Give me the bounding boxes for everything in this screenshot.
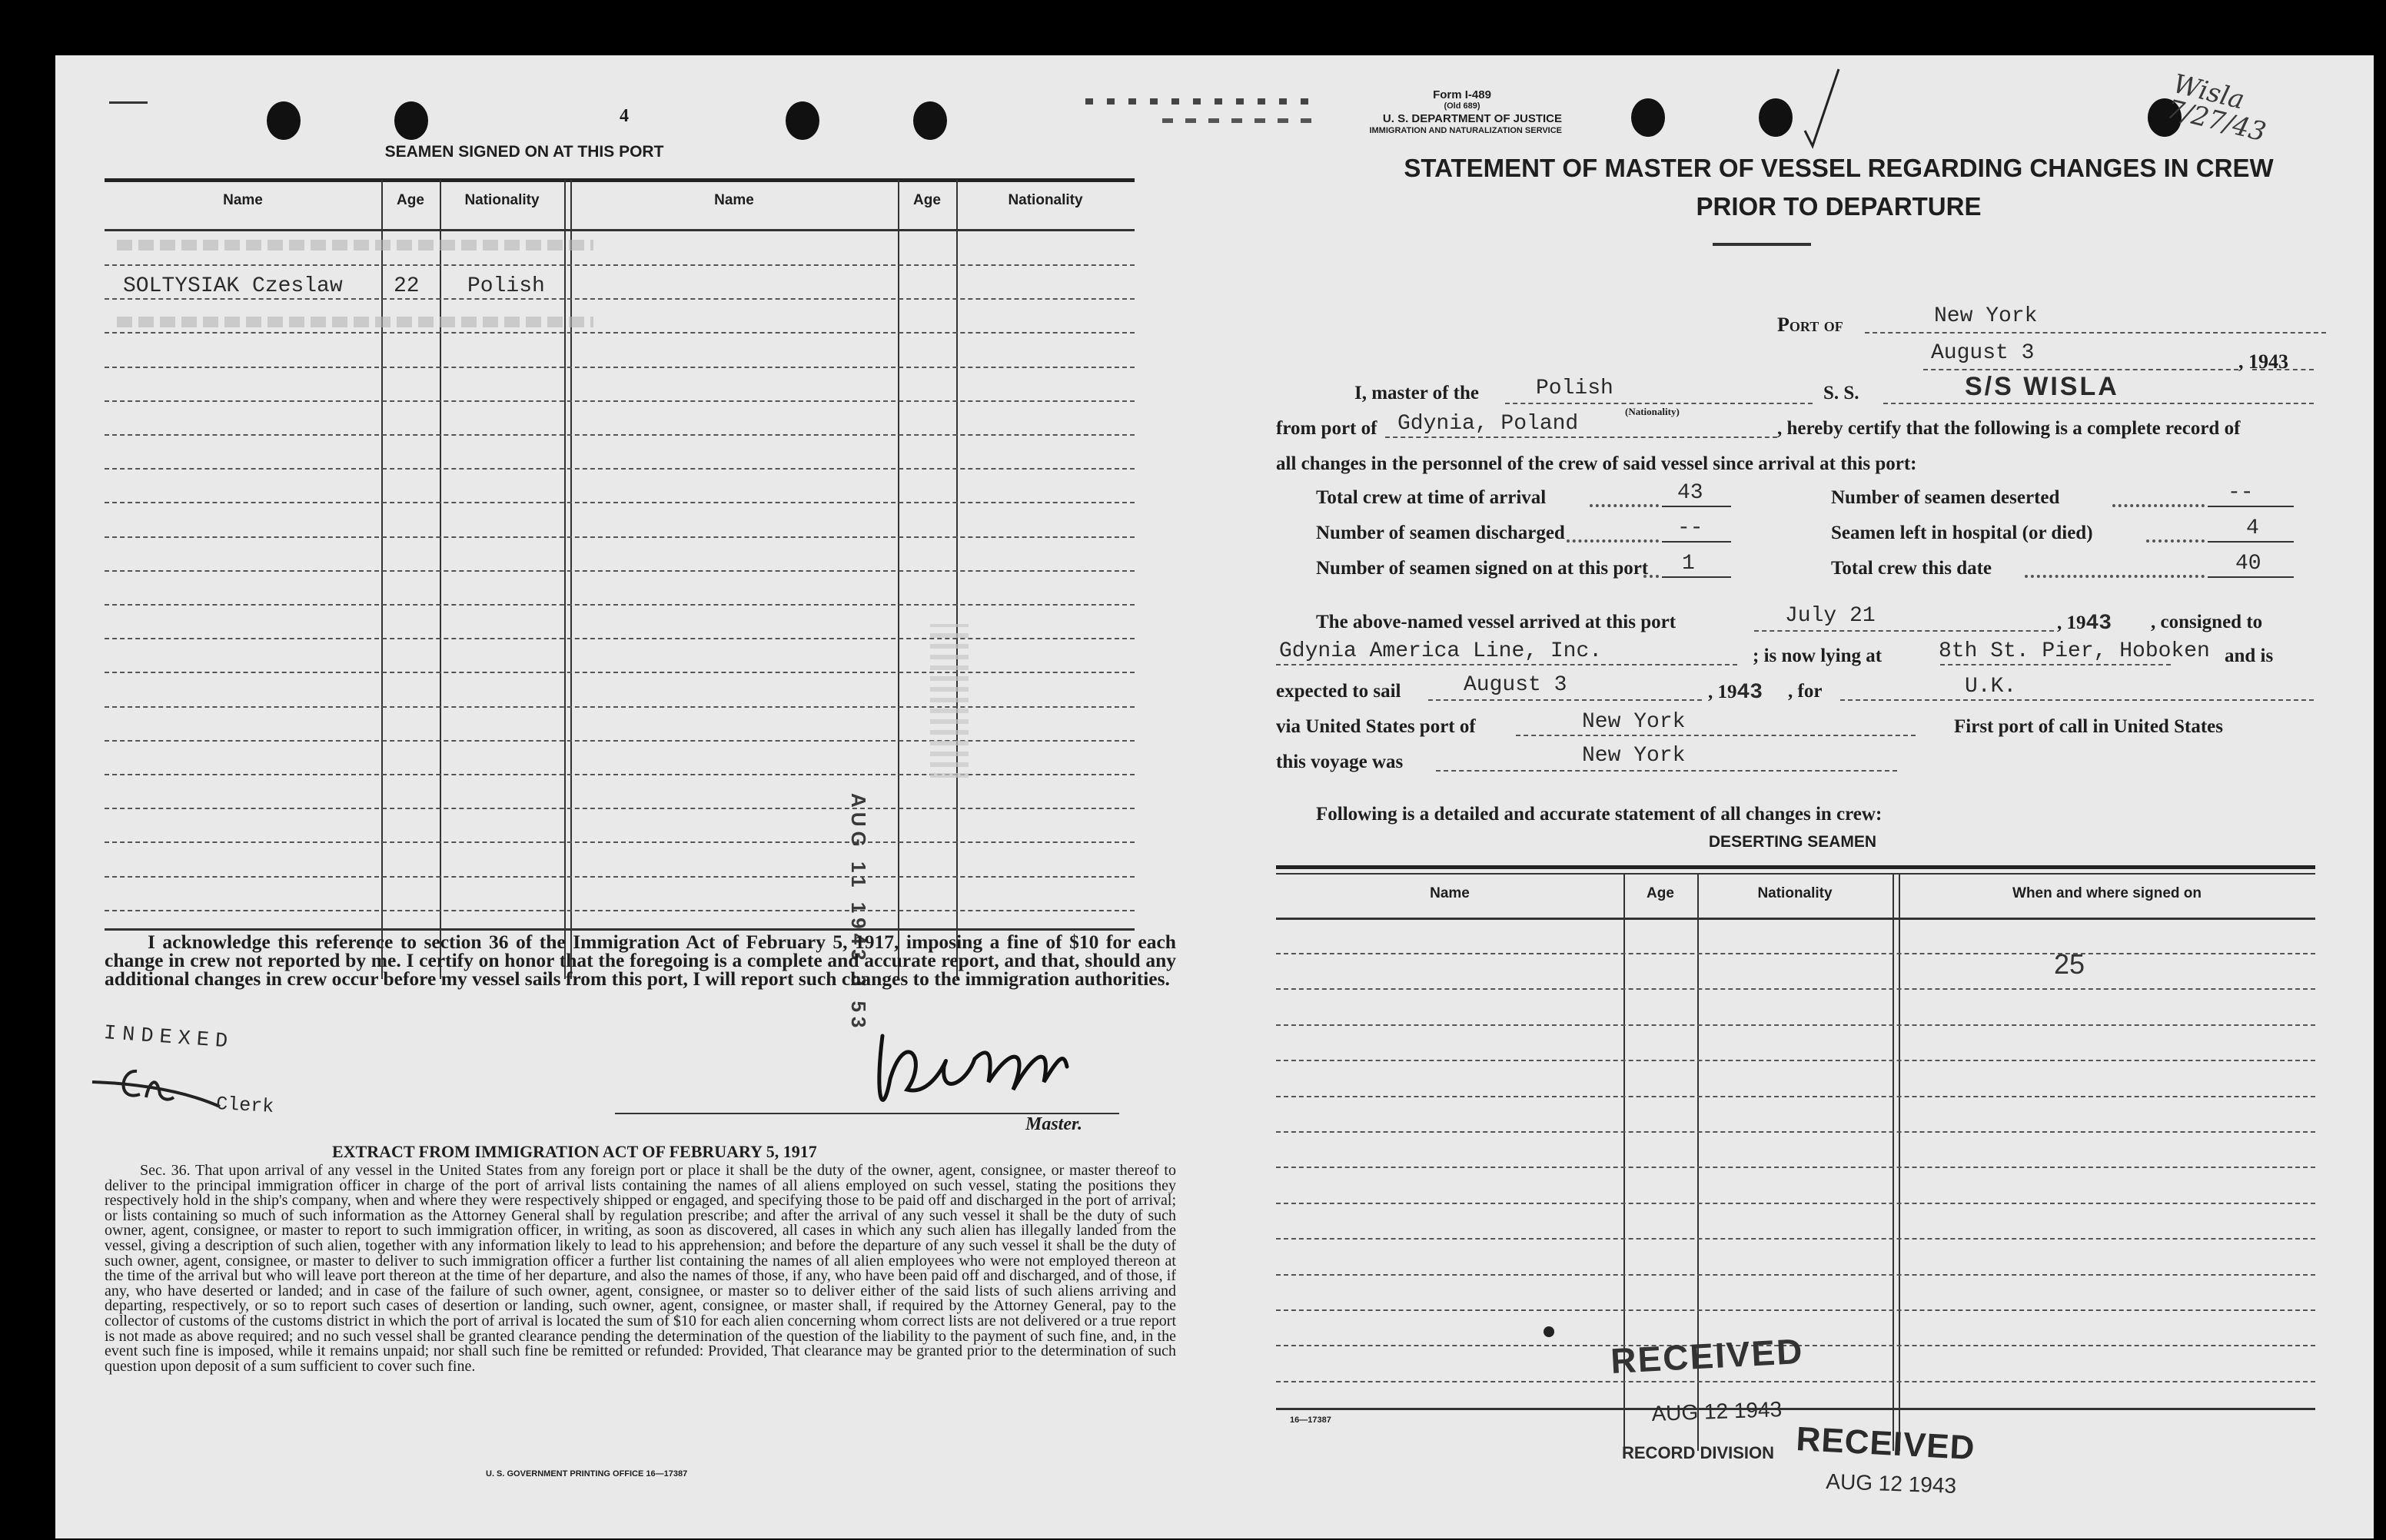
lying-label: ; is now lying at — [1753, 646, 1883, 666]
table-row-rule — [105, 774, 1135, 775]
leader-dots — [2112, 504, 2205, 507]
table-row-rule — [105, 400, 1135, 402]
table-row-rule — [1276, 1381, 2315, 1382]
ink-dot — [1544, 1326, 1554, 1337]
form-old-number: (Old 689) — [1444, 101, 1480, 111]
discharged-value: -- — [1677, 516, 1703, 540]
table-row-rule — [1276, 1238, 2315, 1240]
form-footer: 16—17387 — [1290, 1416, 1331, 1425]
consignee-value: Gdynia America Line, Inc. — [1279, 639, 1603, 663]
table-row-rule — [105, 536, 1135, 538]
value-line — [1662, 541, 1731, 543]
voyage-line — [1436, 770, 1897, 772]
statement-subtitle: PRIOR TO DEPARTURE — [1696, 192, 1982, 221]
form-number — [1362, 89, 1562, 112]
left-table-title: SEAMEN SIGNED ON AT THIS PORT — [384, 143, 664, 161]
all-changes-text: all changes in the personnel of the crew of said vessel since arrival at this port: — [1276, 453, 1917, 474]
table-bottom-rule — [1276, 1408, 2315, 1410]
department-name: U. S. DEPARTMENT OF JUSTICE — [1382, 112, 1562, 125]
signed-on-value: 1 — [1682, 552, 1695, 576]
date-year: , 1943 — [2238, 350, 2288, 373]
table-row-rule — [105, 672, 1135, 673]
certify-text: , hereby certify that the following is a complete record of — [1777, 418, 2241, 439]
section-36-text: Sec. 36. That upon arrival of any vessel in the United States from any foreign port or place it shall be the duty of the owner, agent, consignee, or master thereof to deliver to the principal immigration officer in charge of the port of arrival lists containing the names of all aliens employed on such vessel, stating the positions they respectively hold in the ship's company, when and where they were respectively shipped or engaged, and specifying those to be paid off and discharged in the port of arrival; or lists containing so much of such information as the Attorney General shall by regulation prescribe; and after the arrival of any such vessel it shall be the duty of such owner, agent, consignee, or master to report to such immigration officer, in writing, as soon as discovered, all cases in which any such alien has illegally landed from the vessel, giving a description of such alien, together with any information likely to lead to his apprehension; and before the departure of any such vessel it shall be the duty of such owner, agent, consignee, or master to deliver to such immigration officer a further list containing the names of all alien employees who were not employed thereon at the time of the arrival but who will leave port thereon at the time of her departure, and also the names of those, if any, who have been paid off and discharged, and of those, if any, who have deserted or landed; and in case of the failure of such owner, agent, consignee, or master so to deliver either of the said lists of such aliens arriving and departing, respectively, or so to report such cases of desertion or landing, such owner, agent, consignee, or master shall, if required by the Attorney General, pay to the collector of customs of the customs district in which the port of arrival is located the sum of $10 for each alien concerning whom correct lists are not delivered or a true report is not made as above required; and no such vessel shall be granted clearance pending the determination of the question of the liability to the payment of such fine, and, in the event such fine is imposed, while it remains unpaid; nor shall such fine be remitted or refunded: Provided, That clearance may be granted prior to the determination of such question upon deposit of a sum sufficient to cover such fine. — [105, 1163, 1176, 1375]
check-mark — [1800, 66, 1846, 151]
received-stamp: RECEIVED — [1795, 1420, 1976, 1468]
destination-line — [1840, 699, 2314, 701]
table-row-rule — [1276, 1060, 2315, 1061]
binder-hole — [786, 101, 819, 140]
expected-year-prefix: 19 — [1717, 682, 1737, 702]
received-date-stamp: AUG 12 1943 — [1651, 1397, 1783, 1425]
from-port-value: Gdynia, Poland — [1397, 412, 1579, 436]
consigned-to-label: , consigned to — [2151, 612, 2263, 632]
value-line — [1662, 506, 1731, 507]
header-rule — [1276, 918, 2315, 920]
table-row-rule — [105, 264, 1135, 266]
column-header-age: Age — [913, 192, 941, 208]
table-row-rule — [1276, 1309, 2315, 1311]
table-row-rule — [105, 434, 1135, 436]
expected-year-value: 43 — [1736, 681, 1763, 705]
statement-title: STATEMENT OF MASTER OF VESSEL REGARDING CHANGES IN CREW — [1404, 154, 2274, 182]
table-row-rule — [1276, 1203, 2315, 1204]
table-row-rule — [1276, 1096, 2315, 1097]
deserted-label: Number of seamen deserted — [1831, 487, 2060, 508]
value-line — [2208, 576, 2294, 578]
voyage-label: this voyage was — [1276, 752, 1404, 772]
and-is-text: and is — [2225, 646, 2274, 666]
consignee-line — [1276, 664, 1737, 665]
nationality-line — [1505, 403, 1813, 404]
table-row-rule — [1276, 988, 2315, 990]
table-row-rule — [105, 740, 1135, 742]
column-header-nationality: Nationality — [1008, 192, 1083, 208]
port-of-label: Port of — [1777, 314, 1843, 336]
date-year-text: 1943 — [2248, 350, 2288, 373]
binder-hole — [1759, 98, 1793, 137]
date-value: August 3 — [1931, 341, 2035, 365]
ss-label: S. S. — [1823, 383, 1859, 403]
arrived-line — [1754, 630, 2054, 632]
table-top-rule — [1276, 873, 2315, 875]
erased-entry — [117, 317, 593, 327]
table-row-rule — [1276, 1024, 2315, 1026]
ss-line — [1883, 403, 2314, 404]
indexed-stamp: INDEXED — [102, 1022, 235, 1054]
via-label: via United States port of — [1276, 716, 1476, 737]
column-header-age: Age — [1647, 885, 1674, 901]
expected-line — [1428, 699, 1702, 701]
column-header-nationality: Nationality — [1757, 885, 1833, 901]
arrived-date: July 21 — [1785, 604, 1876, 628]
voyage-value: New York — [1582, 744, 1686, 768]
time-stamp: AUG 11 1943 3 53 — [847, 793, 870, 1033]
form-number-text: Form I-489 — [1433, 88, 1491, 101]
leader-dots — [1590, 504, 1659, 507]
seaman-name: SOLTYSIAK Czeslaw — [123, 274, 343, 298]
printing-office: U. S. GOVERNMENT PRINTING OFFICE 16—17387 — [486, 1469, 688, 1479]
value-line — [1662, 576, 1731, 578]
for-label: , for — [1788, 681, 1823, 702]
leader-dots — [1567, 539, 1659, 543]
discharged-label: Number of seamen discharged — [1316, 523, 1565, 543]
table-row-rule — [1276, 953, 2315, 954]
binder-hole — [913, 101, 947, 140]
seaman-nationality: Polish — [467, 274, 545, 298]
value-line — [2208, 541, 2294, 543]
record-division-stamp: RECORD DIVISION — [1622, 1443, 1775, 1462]
table-row-rule — [105, 706, 1135, 708]
master-signature — [859, 1005, 1090, 1128]
header-rule — [105, 229, 1135, 231]
table-row-rule — [105, 910, 1135, 911]
from-port-label: from port of — [1276, 418, 1377, 439]
arrived-label: The above-named vessel arrived at this port — [1316, 612, 1677, 632]
total-crew-arrival-label: Total crew at time of arrival — [1316, 487, 1547, 508]
port-of-value: New York — [1934, 304, 2038, 328]
date-line — [1923, 369, 2238, 370]
year-line — [2252, 369, 2314, 370]
stray-marks — [1085, 98, 1316, 105]
total-crew-arrival-value: 43 — [1677, 481, 1703, 505]
page-number: 4 — [620, 106, 629, 126]
via-line — [1516, 735, 1916, 736]
seaman-age: 22 — [394, 274, 420, 298]
master-of-the-label: I, master of the — [1354, 383, 1479, 403]
table-row-rule — [105, 298, 1135, 300]
expected-year: , 1943 — [1708, 681, 1763, 705]
table-row-rule — [105, 604, 1135, 606]
table-row-rule — [1276, 1167, 2315, 1168]
document-sheet — [55, 55, 2374, 1538]
total-crew-date-value: 40 — [2235, 552, 2261, 576]
table-row-rule — [105, 468, 1135, 470]
title-underline — [1713, 243, 1811, 246]
pen-mark — [109, 101, 148, 104]
arrived-year: , 1943 — [2057, 612, 2112, 636]
table-row-rule — [105, 570, 1135, 572]
arrived-year-prefix: 19 — [2066, 612, 2086, 633]
nationality-caption: (Nationality) — [1625, 406, 1680, 417]
table-top-rule — [105, 178, 1135, 182]
hospital-value: 4 — [2246, 516, 2259, 540]
extract-title: EXTRACT FROM IMMIGRATION ACT OF FEBRUARY 5, 1917 — [332, 1142, 817, 1161]
binder-hole — [394, 101, 428, 140]
column-header-signed-on: When and where signed on — [2012, 885, 2202, 901]
received-date-stamp: AUG 12 1943 — [1825, 1469, 1957, 1498]
received-stamp: RECEIVED — [1610, 1330, 1805, 1381]
table-row-rule — [105, 876, 1135, 878]
arrived-year-value: 43 — [2085, 612, 2112, 636]
table-row-rule — [105, 367, 1135, 368]
table-row-rule — [1276, 1131, 2315, 1133]
deserted-value: -- — [2228, 481, 2254, 505]
ss-value: S/S WISLA — [1965, 372, 2119, 401]
via-port-value: New York — [1582, 710, 1686, 734]
following-text: Following is a detailed and accurate statement of all changes in crew: — [1316, 804, 1883, 825]
table-handwritten-number: 25 — [2054, 948, 2085, 980]
total-crew-date-label: Total crew this date — [1831, 558, 1992, 579]
table-top-rule — [1276, 865, 2315, 869]
lying-line — [1940, 664, 2171, 665]
column-divider — [1893, 875, 1900, 1451]
leader-dots — [2146, 539, 2205, 543]
binder-hole — [1631, 98, 1665, 137]
nationality-value: Polish — [1536, 377, 1613, 400]
faded-stamp — [930, 624, 969, 778]
value-line — [2208, 506, 2294, 507]
leader-dots — [2025, 575, 2205, 578]
erased-entry — [117, 240, 593, 251]
handwritten-corner-note: Wisla 7/27/43 — [2163, 68, 2269, 148]
hospital-label: Seamen left in hospital (or died) — [1831, 523, 2093, 543]
deserting-title: DESERTING SEAMEN — [1708, 833, 1877, 851]
table-row-rule — [105, 808, 1135, 809]
table-row-rule — [1276, 1274, 2315, 1276]
binder-hole — [267, 101, 301, 140]
column-header-age: Age — [397, 192, 424, 208]
expected-date: August 3 — [1464, 673, 1567, 697]
column-header-name: Name — [223, 192, 263, 208]
first-port-label: First port of call in United States — [1954, 716, 2223, 737]
port-of-line — [1865, 332, 2326, 334]
clerk-label: Clerk — [215, 1093, 274, 1118]
table-row-rule — [105, 638, 1135, 639]
table-row-rule — [105, 332, 1135, 334]
service-name: IMMIGRATION AND NATURALIZATION SERVICE — [1369, 126, 1562, 135]
lying-at-value: 8th St. Pier, Hoboken — [1939, 639, 2210, 663]
column-header-name: Name — [1430, 885, 1470, 901]
certification-text: I acknowledge this reference to section 36 of the Immigration Act of February 5, 1917, imposing a fine of $10 for each change in crew not reported by me. I certify on honor that the foregoing is a complete and accurate report, and that, should any additional changes in crew occur before my vessel sails from this port, I will report such changes to the immigration authorities. — [105, 931, 1176, 990]
column-header-nationality: Nationality — [464, 192, 540, 208]
signed-on-label: Number of seamen signed on at this port — [1316, 558, 1649, 579]
table-row-rule — [105, 502, 1135, 503]
table-row-rule — [105, 841, 1135, 843]
from-port-line — [1385, 436, 1777, 438]
column-header-name: Name — [714, 192, 754, 208]
leader-dots — [1643, 575, 1659, 578]
expected-label: expected to sail — [1276, 681, 1401, 702]
destination-value: U.K. — [1965, 675, 2017, 699]
master-label: Master. — [1025, 1114, 1083, 1134]
